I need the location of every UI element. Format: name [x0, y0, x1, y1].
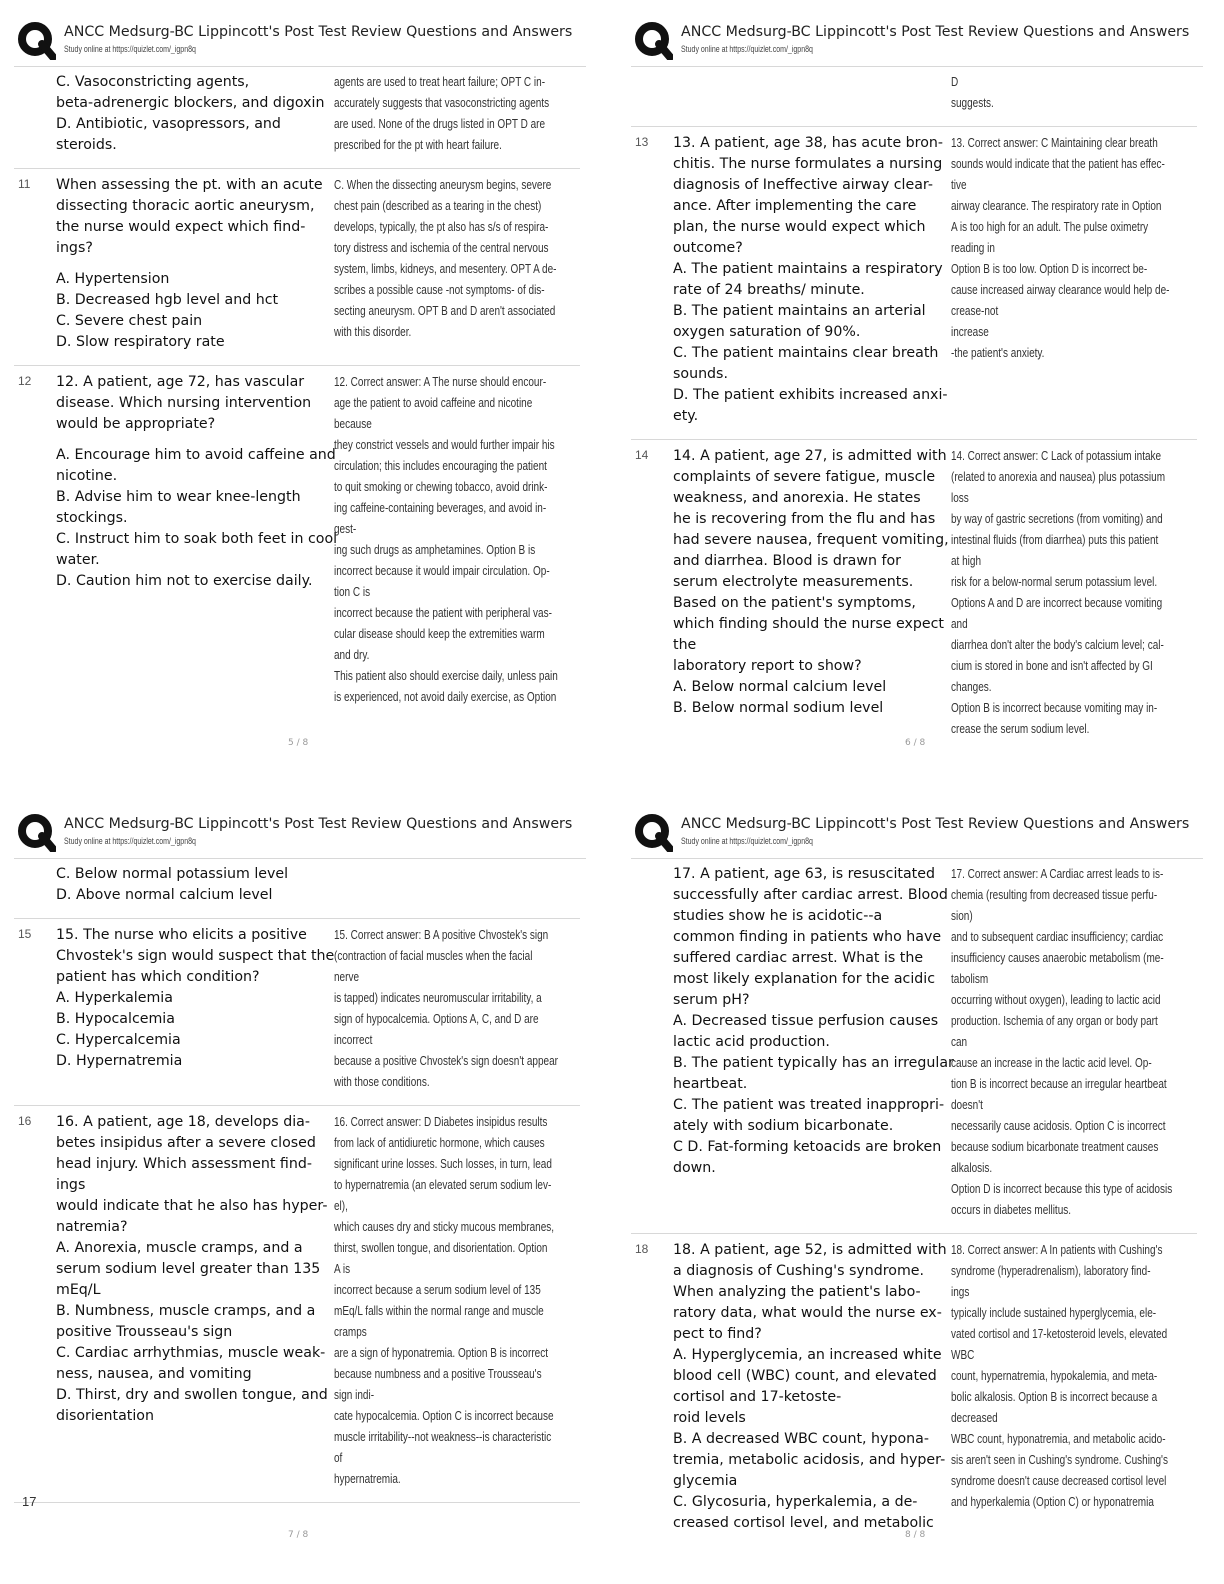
answer-line: WBC — [951, 1348, 975, 1362]
question-line: the nurse would expect which find- — [56, 219, 306, 235]
answer-line: tion B is incorrect because an irregular heartbeat — [951, 1077, 1167, 1091]
header-subtitle: Study online at https://quizlet.com/_igpn8q — [681, 836, 813, 846]
question-line: patient has which condition? — [56, 969, 260, 985]
question-line: stockings. — [56, 510, 128, 526]
answer-line: cramps — [334, 1325, 367, 1339]
answer-line: changes. — [951, 680, 992, 694]
question-line: C. Hypercalcemia — [56, 1032, 181, 1048]
question-line: diagnosis of Ineffective airway clear- — [673, 177, 933, 193]
flashcard — [14, 858, 580, 919]
answer-line: because sodium bicarbonate treatment causes — [951, 1140, 1159, 1154]
question-line: which finding should the nurse expect — [673, 616, 944, 632]
answer-line: chest pain (described as a tearing in the chest) — [334, 199, 542, 213]
question-line: C D. Fat-forming ketoacids are broken — [673, 1139, 942, 1155]
question-text — [56, 864, 334, 906]
flashcard — [14, 1106, 580, 1503]
question-line: C. Severe chest pain — [56, 313, 203, 329]
answer-text — [334, 72, 568, 156]
quizlet-logo-icon — [635, 814, 673, 852]
answer-line: gest- — [334, 522, 357, 536]
question-line: D. Above normal calcium level — [56, 887, 273, 903]
question-line: studies show he is acidotic--a — [673, 908, 883, 924]
question-line: A. Hyperglycemia, an increased white — [673, 1347, 942, 1363]
question-line: lactic acid production. — [673, 1034, 830, 1050]
question-line: and diarrhea. Blood is drawn for — [673, 553, 901, 569]
question-line: would indicate that he also has hyper- — [56, 1198, 328, 1214]
answer-line: loss — [951, 491, 969, 505]
flashcard — [14, 66, 580, 169]
answer-line: with this disorder. — [334, 325, 412, 339]
page-3 — [0, 792, 600, 1572]
answer-line: accurately suggests that vasoconstricting agents — [334, 96, 550, 110]
question-line: B. Below normal sodium level — [673, 700, 884, 716]
question-line: rate of 24 breaths/ minute. — [673, 282, 865, 298]
header-title: ANCC Medsurg-BC Lippincott's Post Test Review Questions and Answers — [64, 24, 573, 40]
question-line: common finding in patients who have — [673, 929, 942, 945]
question-line: 14. A patient, age 27, is admitted with — [673, 448, 947, 464]
question-text — [673, 864, 954, 1179]
answer-line: secting aneurysm. OPT B and D aren't associated — [334, 304, 556, 318]
answer-line: incorrect because the patient with peripheral vas- — [334, 606, 552, 620]
answer-line: prescribed for the pt with heart failure. — [334, 138, 502, 152]
answer-line: crease-not — [951, 304, 999, 318]
answer-line: airway clearance. The respiratory rate in Option — [951, 199, 1162, 213]
question-line: nicotine. — [56, 468, 118, 484]
card-number: 14 — [635, 448, 649, 462]
answer-line: (related to anorexia and nausea) plus potassium — [951, 470, 1166, 484]
question-spacer — [56, 435, 334, 445]
question-spacer — [56, 259, 334, 269]
card-number: 12 — [18, 374, 32, 388]
header-title: ANCC Medsurg-BC Lippincott's Post Test Review Questions and Answers — [64, 816, 573, 832]
question-line: A. Encourage him to avoid caffeine and — [56, 447, 336, 463]
answer-line: occurring without oxygen), leading to lactic acid — [951, 993, 1161, 1007]
quizlet-logo-icon — [635, 22, 673, 60]
answer-line: incorrect because it would impair circulation. Op- — [334, 564, 550, 578]
header-title: ANCC Medsurg-BC Lippincott's Post Test Review Questions and Answers — [681, 24, 1190, 40]
question-line: suffered cardiac arrest. What is the — [673, 950, 924, 966]
answer-line: D — [951, 75, 959, 89]
answer-line: typically include sustained hyperglycemia, ele- — [951, 1306, 1157, 1320]
question-line: ratory data, what would the nurse ex- — [673, 1305, 942, 1321]
question-line: ings — [56, 1177, 86, 1193]
question-line: ety. — [673, 408, 699, 424]
answer-line: mEq/L falls within the normal range and muscle — [334, 1304, 544, 1318]
answer-line: circulation; this includes encouraging the patient — [334, 459, 547, 473]
question-line: A. Hyperkalemia — [56, 990, 173, 1006]
answer-line: -the patient's anxiety. — [951, 346, 1045, 360]
question-line: blood cell (WBC) count, and elevated — [673, 1368, 937, 1384]
question-line: 13. A patient, age 38, has acute bron- — [673, 135, 943, 151]
answer-line: ing caffeine-containing beverages, and avoid in- — [334, 501, 547, 515]
question-line: ance. After implementing the care — [673, 198, 917, 214]
question-line: A. Decreased tissue perfusion causes — [673, 1013, 939, 1029]
answer-line: can — [951, 1035, 968, 1049]
question-line: laboratory report to show? — [673, 658, 862, 674]
card-number: 16 — [18, 1114, 32, 1128]
answer-line: WBC count, hyponatremia, and metabolic acido- — [951, 1432, 1166, 1446]
question-line: 12. A patient, age 72, has vascular — [56, 374, 305, 390]
answer-line: alkalosis. — [951, 1161, 993, 1175]
answer-line: agents are used to treat heart failure; OPT C in- — [334, 75, 546, 89]
question-line: B. Decreased hgb level and hct — [56, 292, 279, 308]
question-line: 15. The nurse who elicits a positive — [56, 927, 307, 943]
header-subtitle: Study online at https://quizlet.com/_igpn8q — [64, 44, 196, 54]
page-body — [14, 66, 580, 720]
card-number: 15 — [18, 927, 32, 941]
answer-text — [951, 1240, 1185, 1513]
quizlet-logo-icon — [18, 814, 56, 852]
question-line: roid levels — [673, 1410, 746, 1426]
question-line: natremia? — [56, 1219, 128, 1235]
question-line: ings? — [56, 240, 93, 256]
question-line: D. The patient exhibits increased anxi- — [673, 387, 948, 403]
question-line: Chvostek's sign would suspect that the — [56, 948, 335, 964]
answer-line: bolic alkalosis. Option B is incorrect because a — [951, 1390, 1158, 1404]
question-text — [56, 72, 334, 156]
question-line: B. Hypocalcemia — [56, 1011, 175, 1027]
answer-line: cular disease should keep the extremities warm — [334, 627, 545, 641]
answer-line: doesn't — [951, 1098, 983, 1112]
answer-line: nerve — [334, 970, 360, 984]
question-line: serum pH? — [673, 992, 750, 1008]
answer-line: A is — [334, 1262, 351, 1276]
question-line: C. Glycosuria, hyperkalemia, a de- — [673, 1494, 918, 1510]
answer-line: scribes a possible cause -not symptoms- of dis- — [334, 283, 545, 297]
answer-line: A is too high for an adult. The pulse oximetry — [951, 220, 1149, 234]
answer-line: syndrome doesn't cause decreased cortisol level — [951, 1474, 1167, 1488]
answer-line: crease the serum sodium level. — [951, 722, 1090, 736]
question-text — [673, 446, 951, 719]
answer-line: significant urine losses. Such losses, in turn, lead — [334, 1157, 552, 1171]
header-title: ANCC Medsurg-BC Lippincott's Post Test Review Questions and Answers — [681, 816, 1190, 832]
answer-line: sis aren't seen in Cushing's syndrome. Cushing's — [951, 1453, 1168, 1467]
answer-line: 12. Correct answer: A The nurse should encour- — [334, 375, 547, 389]
question-line: When assessing the pt. with an acute — [56, 177, 323, 193]
answer-text — [951, 72, 1185, 114]
question-line: disorientation — [56, 1408, 154, 1424]
answer-line: Options A and D are incorrect because vomiting — [951, 596, 1163, 610]
question-line: C. The patient was treated inappropri- — [673, 1097, 945, 1113]
answer-line: which causes dry and sticky mucous membranes, — [334, 1220, 555, 1234]
question-line: tremia, metabolic acidosis, and hyper- — [673, 1452, 946, 1468]
answer-line: of — [334, 1451, 343, 1465]
answer-line: tion C is — [334, 585, 371, 599]
flashcard — [631, 858, 1197, 1234]
answer-line: and hyperkalemia (Option C) or hyponatremia — [951, 1495, 1154, 1509]
question-line: dissecting thoracic aortic aneurysm, — [56, 198, 315, 214]
page-header — [631, 14, 1203, 67]
question-line: B. The patient typically has an irregular — [673, 1055, 954, 1071]
question-line: D. Slow respiratory rate — [56, 334, 225, 350]
answer-line: sign indi- — [334, 1388, 375, 1402]
question-text — [56, 372, 338, 592]
question-line: successfully after cardiac arrest. Blood — [673, 887, 948, 903]
answer-line: cause increased airway clearance would help de- — [951, 283, 1170, 297]
question-line: 17. A patient, age 63, is resuscitated — [673, 866, 935, 882]
page-body — [631, 66, 1197, 752]
answer-line: decreased — [951, 1411, 998, 1425]
question-line: A. Hypertension — [56, 271, 170, 287]
answer-line: age the patient to avoid caffeine and nicotine — [334, 396, 533, 410]
question-line: D. Thirst, dry and swollen tongue, and — [56, 1387, 328, 1403]
question-line: beta-adrenergic blockers, and digoxin — [56, 95, 325, 111]
question-line: down. — [673, 1160, 716, 1176]
question-line: C. Vasoconstricting agents, — [56, 74, 250, 90]
question-line: would be appropriate? — [56, 416, 216, 432]
card-number: 18 — [635, 1242, 649, 1256]
question-line: C. Instruct him to soak both feet in cool — [56, 531, 338, 547]
answer-line: tive — [951, 178, 967, 192]
answer-line: tabolism — [951, 972, 989, 986]
answer-line: incorrect — [334, 1033, 373, 1047]
answer-line: because — [334, 417, 372, 431]
answer-text — [334, 175, 568, 343]
answer-line: thirst, swollen tongue, and disorientation. Option — [334, 1241, 548, 1255]
answer-line: Option B is incorrect because vomiting may in- — [951, 701, 1158, 715]
question-line: B. Numbness, muscle cramps, and a — [56, 1303, 316, 1319]
answer-line: production. Ischemia of any organ or body part — [951, 1014, 1158, 1028]
answer-line: cause an increase in the lactic acid level. Op- — [951, 1056, 1152, 1070]
answer-line: cate hypocalcemia. Option C is incorrect because — [334, 1409, 554, 1423]
question-line: D. Caution him not to exercise daily. — [56, 573, 313, 589]
question-line: positive Trousseau's sign — [56, 1324, 233, 1340]
question-text — [56, 175, 334, 353]
answer-line: syndrome (hyperadrenalism), laboratory find- — [951, 1264, 1151, 1278]
answer-line: and to subsequent cardiac insufficiency; cardiac — [951, 930, 1164, 944]
page-2 — [617, 0, 1217, 780]
answer-line: are a sign of hyponatremia. Option B is incorrect — [334, 1346, 548, 1360]
question-line: 16. A patient, age 18, develops dia- — [56, 1114, 310, 1130]
question-line: the — [673, 637, 697, 653]
question-line: C. Cardiac arrhythmias, muscle weak- — [56, 1345, 326, 1361]
answer-line: necessarily cause acidosis. Option C is incorrect — [951, 1119, 1166, 1133]
card-number: 11 — [18, 177, 31, 191]
question-line: heartbeat. — [673, 1076, 748, 1092]
question-line: C. Below normal potassium level — [56, 866, 289, 882]
page-number: 8 / 8 — [905, 1530, 926, 1540]
answer-text — [334, 1112, 568, 1490]
answer-line: by way of gastric secretions (from vomiting) and — [951, 512, 1163, 526]
answer-line: to hypernatremia (an elevated serum sodium lev- — [334, 1178, 552, 1192]
question-line: chitis. The nurse formulates a nursing — [673, 156, 943, 172]
answer-line: ings — [951, 1285, 970, 1299]
answer-line: sion) — [951, 909, 973, 923]
answer-line: they constrict vessels and would further impair his — [334, 438, 555, 452]
question-line: ately with sodium bicarbonate. — [673, 1118, 894, 1134]
page-number: 5 / 8 — [288, 738, 309, 748]
answer-line: reading in — [951, 241, 995, 255]
answer-line: diarrhea don't alter the body's calcium level; cal- — [951, 638, 1164, 652]
question-line: steroids. — [56, 137, 117, 153]
answer-line: 14. Correct answer: C Lack of potassium intake — [951, 449, 1162, 463]
answer-line: tory distress and ischemia of the central nervous — [334, 241, 549, 255]
answer-line: insufficiency causes anaerobic metabolism (me- — [951, 951, 1164, 965]
question-line: serum electrolyte measurements. — [673, 574, 914, 590]
answer-line: muscle irritability--not weakness--is characteristic — [334, 1430, 552, 1444]
question-line: ness, nausea, and vomiting — [56, 1366, 252, 1382]
answer-line: intestinal fluids (from diarrhea) puts this patient — [951, 533, 1159, 547]
question-line: B. Advise him to wear knee-length — [56, 489, 301, 505]
question-line: When analyzing the patient's labo- — [673, 1284, 921, 1300]
question-line: oxygen saturation of 90%. — [673, 324, 861, 340]
question-text — [673, 1240, 951, 1534]
answer-text — [951, 446, 1185, 740]
answer-line: and dry. — [334, 648, 370, 662]
answer-line: 13. Correct answer: C Maintaining clear breath — [951, 136, 1158, 150]
question-text — [56, 925, 334, 1072]
answer-line: are used. None of the drugs listed in OPT D are — [334, 117, 546, 131]
page-4 — [617, 792, 1217, 1572]
flashcard — [14, 919, 580, 1106]
question-line: sounds. — [673, 366, 728, 382]
answer-text — [334, 925, 568, 1093]
question-line: water. — [56, 552, 100, 568]
question-line: mEq/L — [56, 1282, 101, 1298]
question-line: a diagnosis of Cushing's syndrome. — [673, 1263, 925, 1279]
question-line: pect to find? — [673, 1326, 762, 1342]
page-header — [14, 806, 586, 859]
answer-line: at high — [951, 554, 982, 568]
flashcard — [14, 169, 580, 366]
quizlet-logo-icon — [18, 22, 56, 60]
question-line: creased cortisol level, and metabolic — [673, 1515, 934, 1531]
answer-line: and — [951, 617, 968, 631]
answer-line: with those conditions. — [334, 1075, 430, 1089]
page-body — [631, 858, 1197, 1546]
header-subtitle: Study online at https://quizlet.com/_igpn8q — [64, 836, 196, 846]
question-text — [673, 133, 951, 427]
answer-line: cium is stored in bone and isn't affected by GI — [951, 659, 1153, 673]
question-line: C. The patient maintains clear breath — [673, 345, 939, 361]
question-line: betes insipidus after a severe closed — [56, 1135, 316, 1151]
page-header — [14, 14, 586, 67]
answer-line: el), — [334, 1199, 348, 1213]
question-line: outcome? — [673, 240, 743, 256]
answer-line: (contraction of facial muscles when the facial — [334, 949, 533, 963]
answer-line: ing such drugs as amphetamines. Option B is — [334, 543, 536, 557]
answer-line: sign of hypocalcemia. Options A, C, and D are — [334, 1012, 539, 1026]
answer-line: 18. Correct answer: A In patients with Cushing's — [951, 1243, 1163, 1257]
answer-line: because numbness and a positive Trousseau's — [334, 1367, 542, 1381]
page-number: 6 / 8 — [905, 738, 926, 748]
answer-line: suggests. — [951, 96, 994, 110]
answer-line: occurs in diabetes mellitus. — [951, 1203, 1072, 1217]
page-body — [14, 858, 580, 1503]
question-line: D. Antibiotic, vasopressors, and — [56, 116, 281, 132]
flashcard — [631, 440, 1197, 752]
question-text — [56, 1112, 334, 1427]
question-line: plan, the nurse would expect which — [673, 219, 926, 235]
flashcard — [631, 127, 1197, 440]
question-line: cortisol and 17-ketoste- — [673, 1389, 842, 1405]
answer-line: is tapped) indicates neuromuscular irritability, a — [334, 991, 542, 1005]
card-number: 17 — [22, 1494, 37, 1509]
page-1 — [0, 0, 600, 780]
question-line: disease. Which nursing intervention — [56, 395, 312, 411]
question-line: Based on the patient's symptoms, — [673, 595, 916, 611]
answer-line: is experienced, not avoid daily exercise, as Option — [334, 690, 557, 704]
answer-line: vated cortisol and 17-ketosteroid levels, elevated — [951, 1327, 1168, 1341]
answer-text — [951, 133, 1185, 364]
answer-line: This patient also should exercise daily, unless pain — [334, 669, 558, 683]
answer-line: 15. Correct answer: B A positive Chvostek's sign — [334, 928, 549, 942]
question-line: A. Below normal calcium level — [673, 679, 887, 695]
question-line: 18. A patient, age 52, is admitted with — [673, 1242, 947, 1258]
flashcard — [14, 366, 580, 720]
answer-line: hypernatremia. — [334, 1472, 401, 1486]
card-number: 13 — [635, 135, 649, 149]
question-line: D. Hypernatremia — [56, 1053, 183, 1069]
answer-line: count, hypernatremia, hypokalemia, and meta- — [951, 1369, 1158, 1383]
question-line: A. The patient maintains a respiratory — [673, 261, 943, 277]
flashcard — [631, 1234, 1197, 1546]
page-header — [631, 806, 1203, 859]
question-line: B. A decreased WBC count, hypona- — [673, 1431, 929, 1447]
answer-text — [334, 372, 568, 708]
question-line: A. Anorexia, muscle cramps, and a — [56, 1240, 303, 1256]
answer-line: chemia (resulting from decreased tissue perfu- — [951, 888, 1158, 902]
question-line: complaints of severe fatigue, muscle — [673, 469, 936, 485]
question-line: B. The patient maintains an arterial — [673, 303, 926, 319]
question-line: he is recovering from the flu and has — [673, 511, 936, 527]
answer-line: risk for a below-normal serum potassium level. — [951, 575, 1158, 589]
answer-line: 16. Correct answer: D Diabetes insipidus results — [334, 1115, 548, 1129]
answer-line: incorrect because a serum sodium level of 135 — [334, 1283, 541, 1297]
answer-line: Option D is incorrect because this type of acidosis — [951, 1182, 1173, 1196]
answer-line: sounds would indicate that the patient has effec- — [951, 157, 1165, 171]
question-line: most likely explanation for the acidic — [673, 971, 936, 987]
question-line: head injury. Which assessment find- — [56, 1156, 312, 1172]
answer-line: 17. Correct answer: A Cardiac arrest leads to is- — [951, 867, 1164, 881]
question-line: weakness, and anorexia. He states — [673, 490, 921, 506]
answer-line: to quit smoking or chewing tobacco, avoid drink- — [334, 480, 548, 494]
question-line: had severe nausea, frequent vomiting, — [673, 532, 949, 548]
flashcard — [631, 66, 1197, 127]
answer-line: Option B is too low. Option D is incorrect be- — [951, 262, 1148, 276]
question-line: glycemia — [673, 1473, 738, 1489]
page-number: 7 / 8 — [288, 1530, 309, 1540]
answer-line: from lack of antidiuretic hormone, which causes — [334, 1136, 545, 1150]
answer-line: because a positive Chvostek's sign doesn't appear — [334, 1054, 558, 1068]
header-subtitle: Study online at https://quizlet.com/_igpn8q — [681, 44, 813, 54]
answer-line: system, limbs, kidneys, and mesentery. OPT A de- — [334, 262, 557, 276]
answer-text — [951, 864, 1185, 1221]
answer-line: C. When the dissecting aneurysm begins, severe — [334, 178, 552, 192]
question-line: serum sodium level greater than 135 — [56, 1261, 321, 1277]
answer-line: develops, typically, the pt also has s/s of respira- — [334, 220, 549, 234]
answer-line: increase — [951, 325, 989, 339]
